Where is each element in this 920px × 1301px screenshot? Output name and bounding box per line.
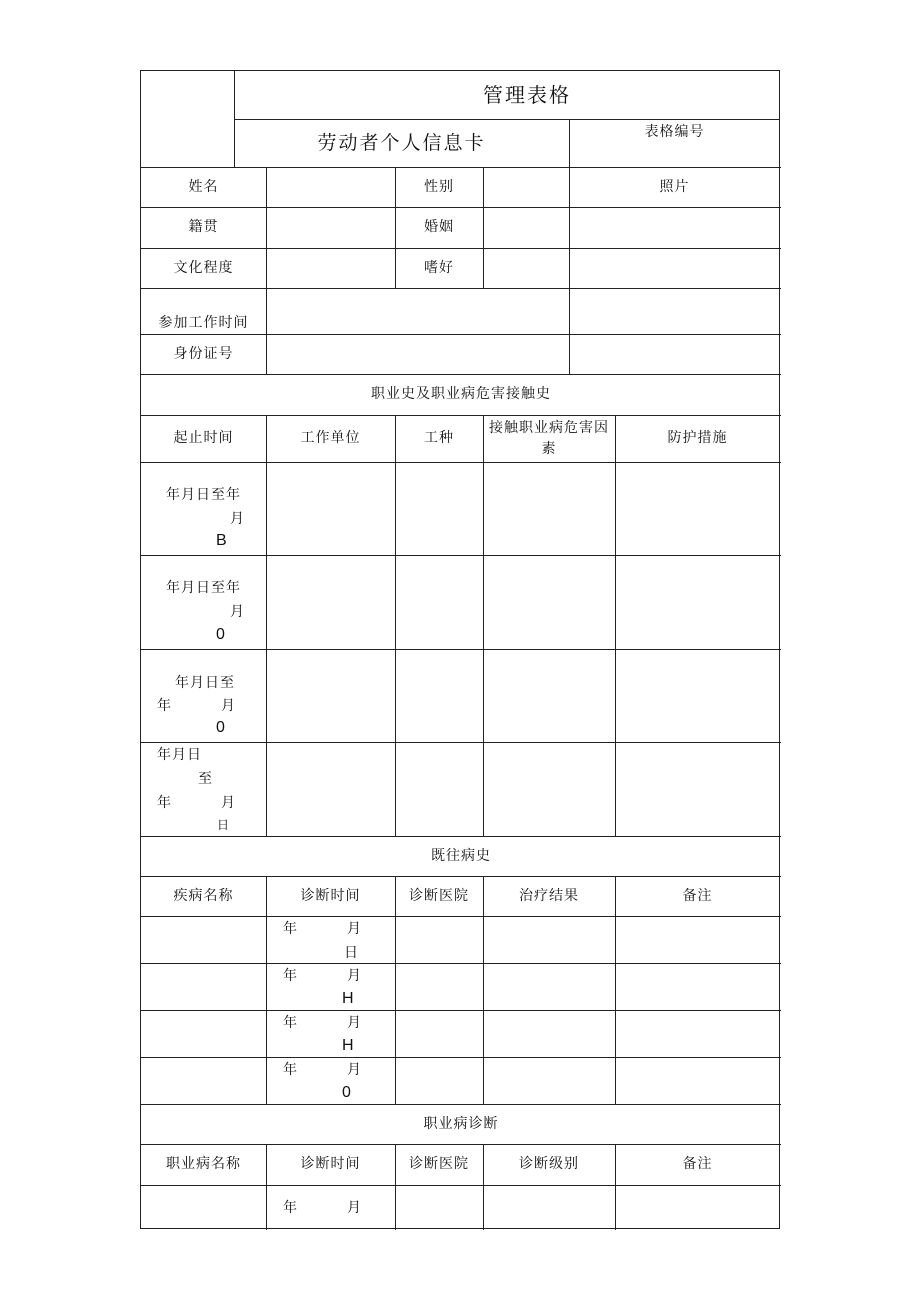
occ-row4-line2: 至 <box>198 771 213 787</box>
pi-row4-day: 0 <box>342 1084 351 1101</box>
pi-row1-year: 年 <box>283 921 298 937</box>
occ-row3-line2-month: 月 <box>221 698 236 714</box>
occ-row4-line3-month: 月 <box>221 795 236 811</box>
occ-row2-line2: 月 <box>230 604 245 620</box>
occ-row4-line3-year: 年 <box>157 795 172 811</box>
occ-header-hazard <box>483 415 615 462</box>
rule <box>615 415 616 836</box>
occ-header-protection: 防护措施 <box>667 430 728 447</box>
rule <box>141 916 781 917</box>
pi-row3-year: 年 <box>283 1015 298 1031</box>
occ-row3-line1: 年月日至 <box>175 675 235 691</box>
pi-row1-day: 日 <box>344 945 359 961</box>
pi-row3-day: H <box>342 1037 354 1054</box>
rule <box>141 649 781 650</box>
pi-header-remarks: 备注 <box>682 887 713 904</box>
pi-row4-month: 月 <box>347 1062 362 1078</box>
occupation-section-title: 职业史及职业病危害接触史 <box>371 386 551 403</box>
rule <box>141 963 781 964</box>
rule <box>141 1057 781 1058</box>
pi-row1-month: 月 <box>347 921 362 937</box>
info-card-form <box>140 70 780 1229</box>
occ-row4-line4: 日 <box>217 818 231 832</box>
rule <box>141 1010 781 1011</box>
pi-row2-day: H <box>342 990 354 1007</box>
occ-header-employer: 工作单位 <box>300 430 361 447</box>
education-label: 文化程度 <box>173 259 234 276</box>
rule <box>483 167 484 288</box>
pi-row4-year: 年 <box>283 1062 298 1078</box>
pi-row2-year: 年 <box>283 968 298 984</box>
od-header-name: 职业病名称 <box>166 1156 241 1173</box>
occ-header-hazard-line2: 素 <box>541 440 557 457</box>
occ-row1-line3: B <box>216 532 227 549</box>
hobby-label: 嗜好 <box>424 259 454 276</box>
form-number-label: 表格编号 <box>644 123 705 140</box>
od-row1-month: 月 <box>347 1200 362 1216</box>
form-title: 管理表格 <box>483 83 571 107</box>
pi-header-disease: 疾病名称 <box>173 887 234 904</box>
pi-row3-month: 月 <box>347 1015 362 1031</box>
rule <box>483 415 484 836</box>
pi-row2-month: 月 <box>347 968 362 984</box>
occ-row1-line1: 年月日至年 <box>166 487 241 503</box>
occ-row3-line2-year: 年 <box>157 698 172 714</box>
occ-row2-line3: 0 <box>216 626 225 643</box>
rule <box>266 415 267 836</box>
od-row1-year: 年 <box>283 1200 298 1216</box>
rule <box>141 1185 781 1186</box>
rule <box>395 415 396 836</box>
rule <box>141 555 781 556</box>
rule <box>266 167 267 374</box>
rule <box>141 742 781 743</box>
work-start-label: 参加工作时间 <box>158 314 249 331</box>
pi-header-date: 诊断时间 <box>300 887 361 904</box>
od-header-level: 诊断级别 <box>519 1156 579 1173</box>
form-subtitle: 劳动者个人信息卡 <box>317 131 486 154</box>
pi-header-result: 治疗结果 <box>519 887 579 904</box>
marriage-label: 婚姻 <box>424 219 454 236</box>
past-illness-section-title: 既往病史 <box>431 847 491 864</box>
occ-disease-section-title: 职业病诊断 <box>423 1115 499 1132</box>
id-number-label: 身份证号 <box>173 345 234 362</box>
od-header-hospital: 诊断医院 <box>409 1156 469 1173</box>
name-label: 姓名 <box>188 178 219 195</box>
rule <box>141 462 781 463</box>
pi-header-hospital: 诊断医院 <box>409 887 469 904</box>
photo-label: 照片 <box>659 178 690 195</box>
occ-row2-line1: 年月日至年 <box>166 580 241 596</box>
occ-row4-line1: 年月日 <box>157 747 202 763</box>
occ-header-hazard-line1: 接触职业病危害因 <box>489 420 609 437</box>
occ-row1-line2: 月 <box>230 511 245 527</box>
native-place-label: 籍贯 <box>188 219 219 236</box>
od-header-remarks: 备注 <box>682 1156 713 1173</box>
od-header-date: 诊断时间 <box>300 1156 361 1173</box>
occ-header-job-type: 工种 <box>424 430 454 447</box>
occ-header-period: 起止时间 <box>173 430 234 447</box>
gender-label: 性别 <box>424 178 454 195</box>
occ-row3-line3: 0 <box>216 719 225 736</box>
